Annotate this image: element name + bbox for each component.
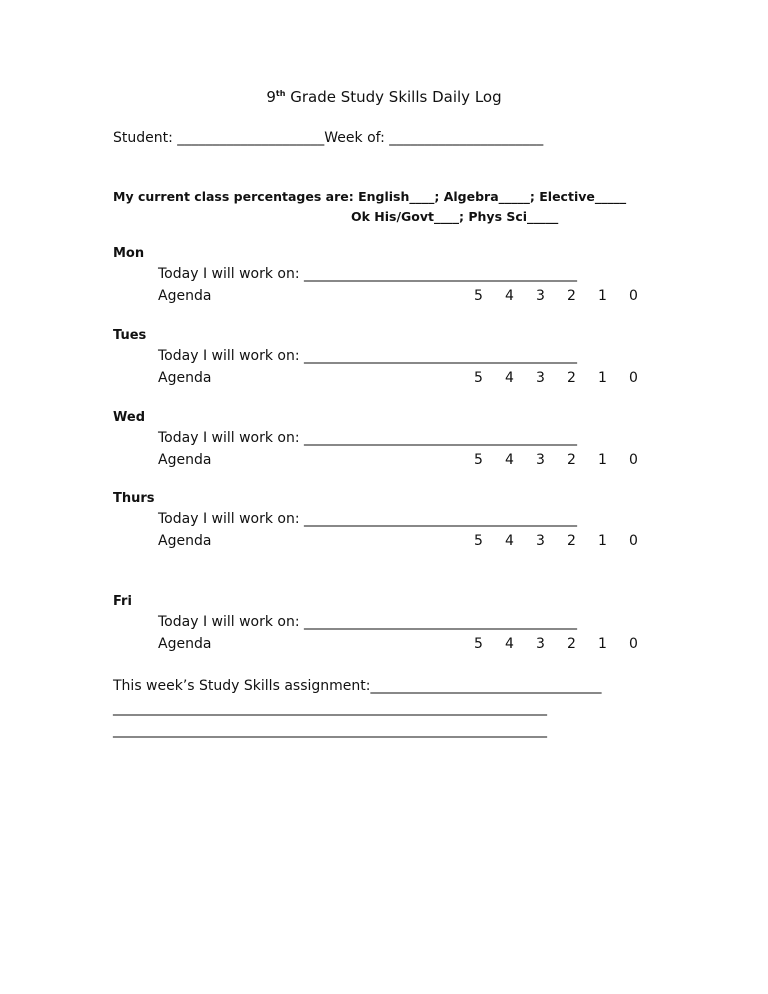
- rating-value: 3: [536, 533, 545, 549]
- rating-value: 3: [536, 452, 545, 468]
- work-on-line: Today I will work on: _______________________________________: [158, 511, 578, 527]
- assignment-line-1: This week’s Study Skills assignment:_________________________________: [113, 678, 602, 694]
- rating-value: 4: [505, 636, 514, 652]
- agenda-label: Agenda: [158, 636, 212, 652]
- rating-value: 2: [567, 452, 576, 468]
- agenda-label: Agenda: [158, 533, 212, 549]
- rating-value: 2: [567, 533, 576, 549]
- rating-value: 1: [598, 533, 607, 549]
- rating-value: 0: [629, 288, 638, 304]
- rating-value: 3: [536, 288, 545, 304]
- assignment-line-2: ______________________________________________________________: [113, 700, 547, 716]
- rating-value: 1: [598, 452, 607, 468]
- agenda-rating-scale: [474, 452, 660, 468]
- work-on-line: Today I will work on: _______________________________________: [158, 266, 578, 282]
- agenda-label: Agenda: [158, 370, 212, 386]
- percentages-line-2: Ok His/Govt____; Phys Sci_____: [351, 209, 559, 224]
- rating-value: 1: [598, 636, 607, 652]
- rating-value: 2: [567, 370, 576, 386]
- student-week-line: Student: _____________________Week of: ______________________: [113, 130, 544, 146]
- rating-value: 1: [598, 288, 607, 304]
- rating-value: 5: [474, 370, 483, 386]
- rating-value: 4: [505, 370, 514, 386]
- rating-value: 3: [536, 370, 545, 386]
- day-label: Thurs: [113, 491, 155, 506]
- agenda-rating-scale: [474, 533, 660, 549]
- rating-value: 2: [567, 288, 576, 304]
- agenda-rating-scale: [474, 288, 660, 304]
- rating-value: 2: [567, 636, 576, 652]
- day-label: Wed: [113, 410, 145, 425]
- rating-value: 4: [505, 533, 514, 549]
- rating-value: 5: [474, 288, 483, 304]
- rating-value: 5: [474, 452, 483, 468]
- agenda-label: Agenda: [158, 452, 212, 468]
- rating-value: 0: [629, 370, 638, 386]
- rating-value: 0: [629, 533, 638, 549]
- rating-value: 3: [536, 636, 545, 652]
- percentages-line-1: My current class percentages are: English____; Algebra_____; Elective_____: [113, 189, 627, 204]
- work-on-line: Today I will work on: _______________________________________: [158, 614, 578, 630]
- rating-value: 5: [474, 636, 483, 652]
- rating-value: 0: [629, 636, 638, 652]
- agenda-rating-scale: [474, 636, 660, 652]
- agenda-rating-scale: [474, 370, 660, 386]
- agenda-label: Agenda: [158, 288, 212, 304]
- day-label: Mon: [113, 246, 145, 261]
- rating-value: 4: [505, 452, 514, 468]
- day-label: Tues: [113, 328, 147, 343]
- page-title: 9th Grade Study Skills Daily Log: [266, 88, 502, 106]
- rating-value: 1: [598, 370, 607, 386]
- work-on-line: Today I will work on: _______________________________________: [158, 348, 578, 364]
- work-on-line: Today I will work on: _______________________________________: [158, 430, 578, 446]
- rating-value: 4: [505, 288, 514, 304]
- rating-value: 0: [629, 452, 638, 468]
- day-label: Fri: [113, 594, 132, 609]
- assignment-line-3: ______________________________________________________________: [113, 722, 547, 738]
- rating-value: 5: [474, 533, 483, 549]
